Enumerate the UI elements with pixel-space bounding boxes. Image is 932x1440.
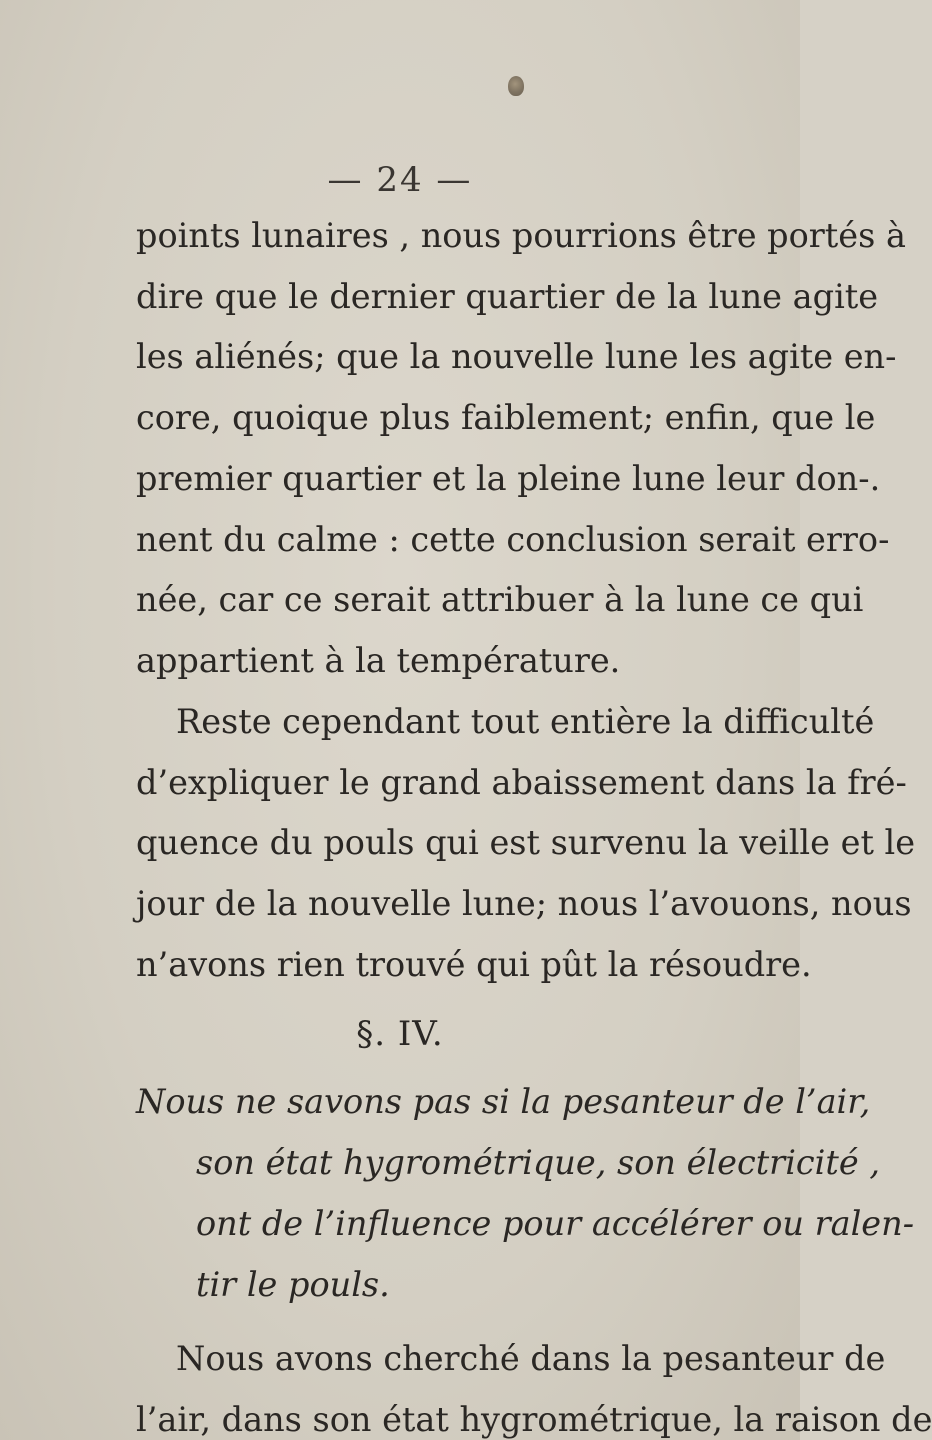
text-line: Reste cependant tout entière la difficulté [176,702,875,741]
text-line: appartient à la température. [136,641,621,680]
text-line: nent du calme : cette conclusion serait erro- [136,520,890,559]
italic-line: tir le pouls. [196,1265,390,1304]
text-line: d’expliquer le grand abaissement dans la fré- [136,763,907,802]
italic-line: Nous ne savons pas si la pesanteur de l’air, [136,1082,871,1121]
text-line: dire que le dernier quartier de la lune agite [136,277,879,316]
ink-stain [508,76,524,96]
text-line: Nous avons cherché dans la pesanteur de [176,1339,886,1378]
text-line: quence du pouls qui est survenu la veille et le [136,823,916,862]
text-line: n’avons rien trouvé qui pût la résoudre. [136,945,812,984]
italic-line: son état hygrométrique, son électricité , [196,1143,880,1182]
text-line: les aliénés; que la nouvelle lune les agite en- [136,337,897,376]
text-line: premier quartier et la pleine lune leur don-. [136,459,881,498]
page-number: — 24 — [327,160,473,200]
italic-line: ont de l’influence pour accélérer ou ralen- [196,1204,915,1243]
section-heading: §. IV. [356,1014,444,1054]
text-line: core, quoique plus faiblement; enfin, que le [136,398,876,437]
text-line: née, car ce serait attribuer à la lune ce qui [136,580,864,619]
text-line: l’air, dans son état hygrométrique, la raison de [136,1400,932,1439]
text-line: jour de la nouvelle lune; nous l’avouons, nous [136,884,912,923]
text-line: points lunaires , nous pourrions être portés à [136,216,906,255]
